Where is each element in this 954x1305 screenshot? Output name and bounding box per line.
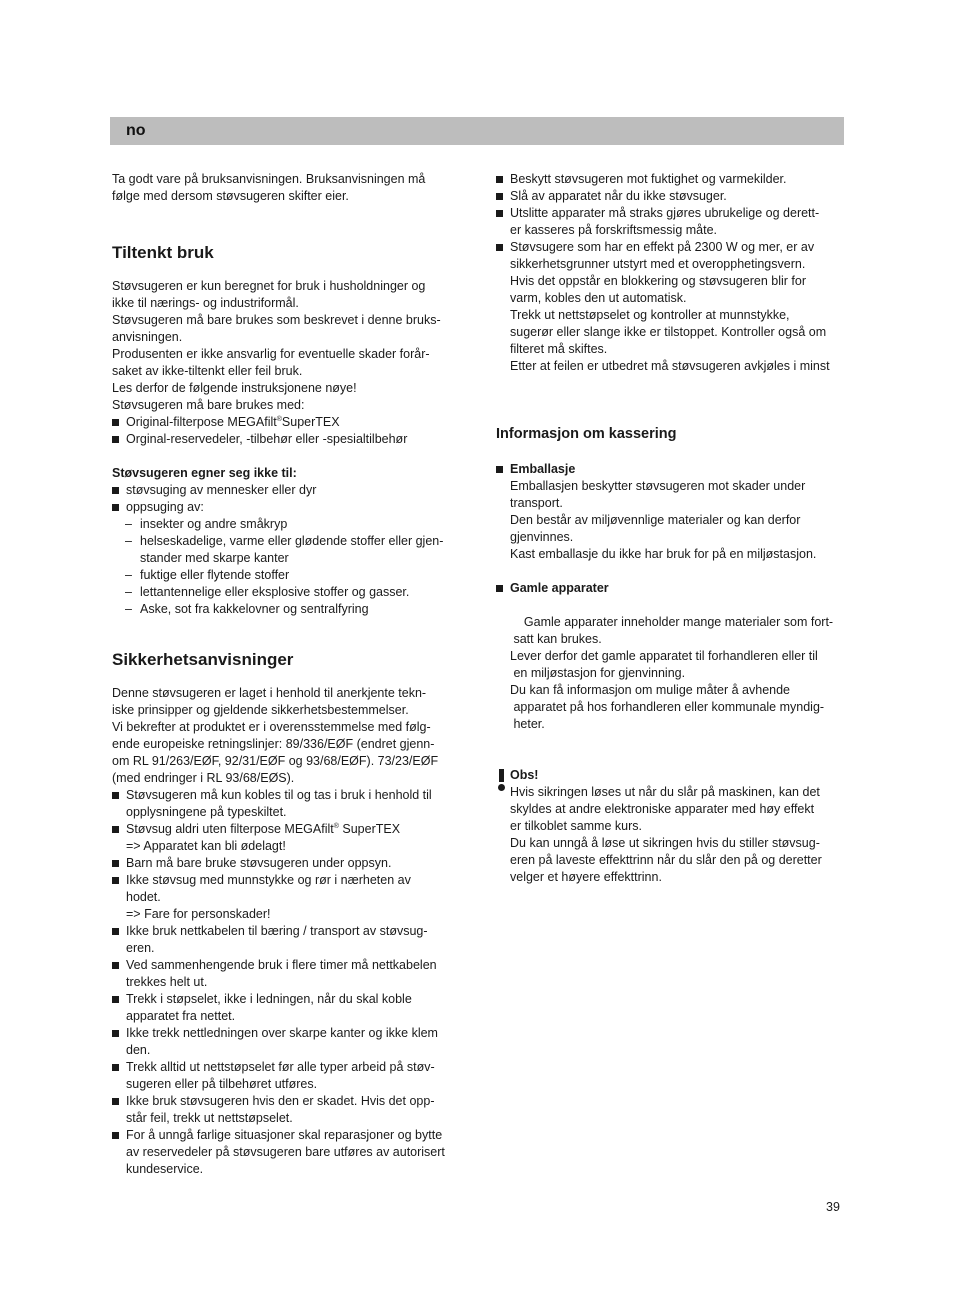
heading-sikkerhetsanvisninger: Sikkerhetsanvisninger <box>112 650 294 669</box>
list-item: Støvsug aldri uten filterpose MEGAfilt® SuperTEX => Apparatet kan bli ødelagt! <box>112 821 462 855</box>
unsuitable-heading: Støvsugeren egner seg ikke til: <box>112 466 297 480</box>
list-item: Ikke trekk nettledningen over skarpe kanter og ikke klem den. <box>112 1025 462 1059</box>
tiltenkt-paragraph: Støvsugeren er kun beregnet for bruk i husholdninger og ikke til nærings- og industriformål. Støvsugeren må bare brukes som beskrevet i denne bruks- anvisningen. Produsenten er ikke ansvarlig for eventuelle skader forår- saket av ikke-tiltenkt eller feil bruk. Les derfor de følgende instruksjonene nøye! Støvsugeren må bare brukes med: <box>112 279 441 412</box>
tiltenkt-bullets <box>112 414 462 448</box>
intro-text: Ta godt vare på bruksanvisningen. Bruksanvisningen må følge med dersom støvsugeren skifter eier. <box>112 172 426 203</box>
sikkerhet-paragraph: Denne støvsugeren er laget i henhold til anerkjente tekn- iske prinsipper og gjeldende sikkerhetsbestemmelser. Vi bekrefter at produktet er i overensstemmelse med følg- ende europeiske retningslinjer: 89/336/EØF (endret gjenn- om RL 91/263/EØF, 92/31/EØF og 93/68/EØF). 73/23/EØF (med endringer i RL 93/68/EØS). <box>112 686 439 785</box>
list-item: Ikke støvsug med munnstykke og rør i nærheten av hodet. => Fare for personskader! <box>112 872 462 923</box>
list-item: Støvsugeren må kun kobles til og tas i bruk i henhold til opplysningene på typeskiltet. <box>112 787 462 821</box>
language-bar <box>110 117 844 145</box>
list-item: Trekk alltid ut nettstøpselet før alle typer arbeid på støv- sugeren eller på tilbehøret utføres. <box>112 1059 462 1093</box>
list-item: Utslitte apparater må straks gjøres ubrukelige og derett- er kasseres på forskriftsmessig måte. <box>496 205 846 239</box>
emballasje-heading: Emballasje <box>496 461 846 478</box>
gamle-apparater-heading: Gamle apparater <box>496 580 846 597</box>
safety-continued-bullets <box>496 171 846 375</box>
dash-item: – Aske, sot fra kakkelovner og sentralfyring <box>112 601 462 618</box>
gamle-apparater-text: Gamle apparater inneholder mange materialer som fort- satt kan brukes. Lever derfor det gamle apparatet til forhandleren eller til en miljøstasjon for gjenvinning. Du kan få informasjon om mulige måter å avhende apparatet på hos forhandleren eller kommunale myndig- heter. <box>510 615 834 731</box>
dash-item: – lettantennelige eller eksplosive stoffer og gasser. <box>112 584 462 601</box>
obs-warning <box>496 767 846 886</box>
dash-item: – helseskadelige, varme eller glødende stoffer eller gjen- stander med skarpe kanter <box>112 533 462 567</box>
list-item: Trekk i støpselet, ikke i ledningen, når du skal koble apparatet fra nettet. <box>112 991 462 1025</box>
dash-item: – fuktige eller flytende stoffer <box>112 567 462 584</box>
unsuitable-list <box>112 482 462 618</box>
list-item: Original-filterpose MEGAfilt®SuperTEX <box>112 414 462 431</box>
exclamation-icon <box>498 769 506 791</box>
list-item: Ved sammenhengende bruk i flere timer må nettkabelen trekkes helt ut. <box>112 957 462 991</box>
obs-heading: Obs! <box>510 768 539 782</box>
sikkerhet-bullets <box>112 787 462 1178</box>
list-item: oppsuging av: <box>112 499 462 516</box>
list-item: støvsuging av mennesker eller dyr <box>112 482 462 499</box>
list-item: Støvsugere som har en effekt på 2300 W og mer, er av sikkerhetsgrunner utstyrt med et overopphetingsvern. Hvis det oppstår en blokkering og støvsugeren blir for varm, kobles den ut automatisk. Trekk ut nettstøpselet og kontroller at munnstykke, sugerør eller slange ikke er tilstoppet. Kontroller også om filteret må skiftes. Etter at feilen er utbedret må støvsugeren avkjøles i minst <box>496 239 846 375</box>
list-item: Slå av apparatet når du ikke støvsuger. <box>496 188 846 205</box>
page-number: 39 <box>826 1200 840 1214</box>
list-item: Ikke bruk støvsugeren hvis den er skadet. Hvis det opp- står feil, trekk ut nettstøpselet. <box>112 1093 462 1127</box>
language-code: no <box>126 122 146 139</box>
emballasje-text: Emballasjen beskytter støvsugeren mot skader under transport. Den består av miljøvennlige materialer og kan derfor gjenvinnes. Kast emballasje du ikke har bruk for på en miljøstasjon. <box>510 479 817 561</box>
right-column <box>496 171 846 886</box>
heading-tiltenkt-bruk: Tiltenkt bruk <box>112 243 214 262</box>
heading-kassering: Informasjon om kassering <box>496 426 677 442</box>
list-item: For å unngå farlige situasjoner skal reparasjoner og bytte av reservedeler på støvsugeren bare utføres av autorisert kundeservice. <box>112 1127 462 1178</box>
left-column <box>112 171 462 1178</box>
list-item: Beskytt støvsugeren mot fuktighet og varmekilder. <box>496 171 846 188</box>
dash-item: – insekter og andre småkryp <box>112 516 462 533</box>
list-item: Ikke bruk nettkabelen til bæring / transport av støvsug- eren. <box>112 923 462 957</box>
list-item: Barn må bare bruke støvsugeren under oppsyn. <box>112 855 462 872</box>
obs-text: Hvis sikringen løses ut når du slår på maskinen, kan det skyldes at andre elektroniske apparater med høy effekt er tilkoblet samme kurs. Du kan unngå å løse ut sikringen hvis du stiller støvsug- eren på laveste effekttrinn når du slår den på og deretter velger et høyere effekttrinn. <box>510 785 822 884</box>
list-item: Orginal-reservedeler, -tilbehør eller -spesialtilbehør <box>112 431 462 448</box>
